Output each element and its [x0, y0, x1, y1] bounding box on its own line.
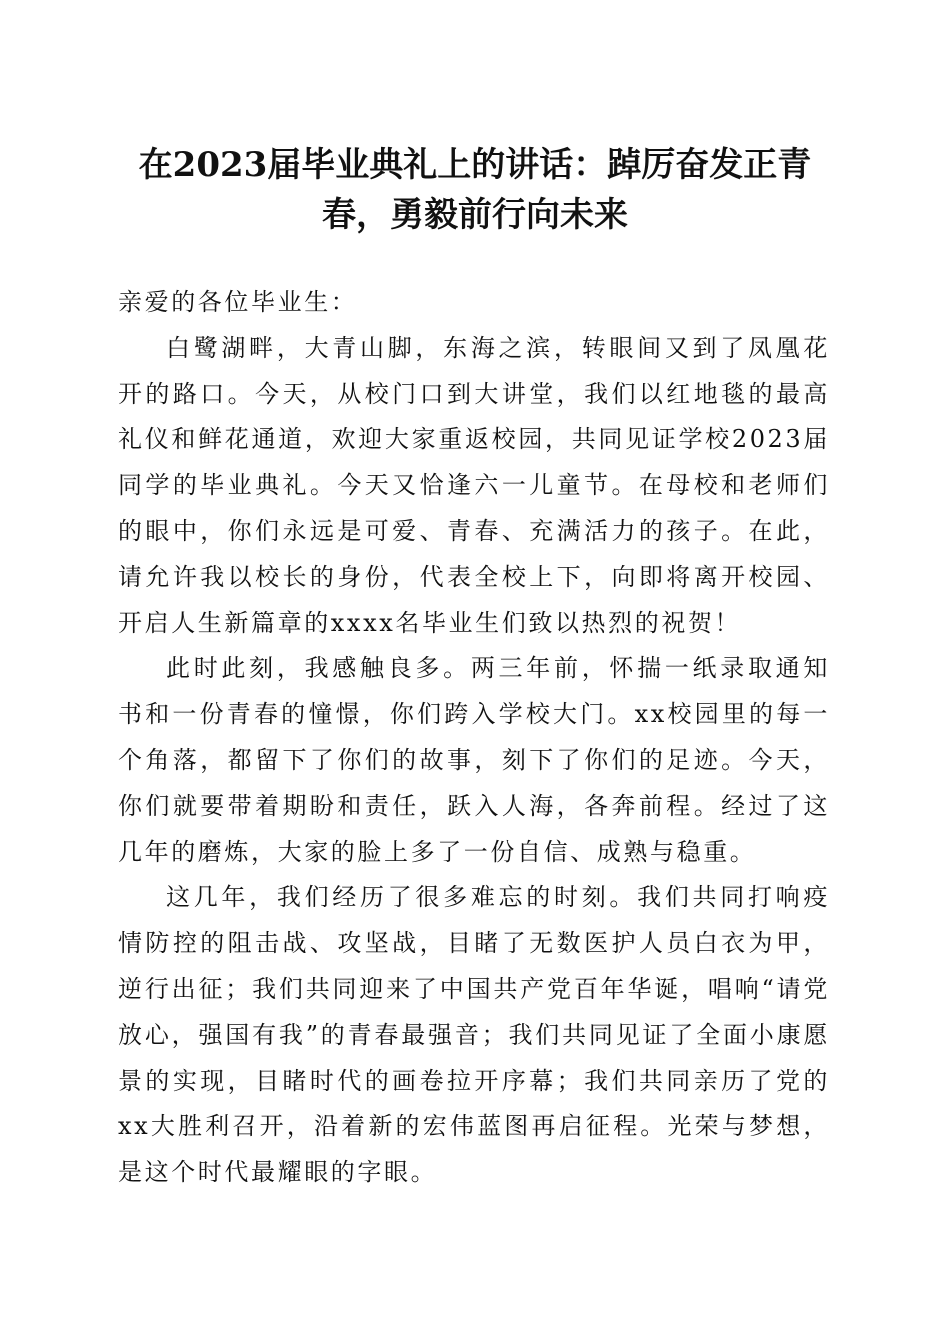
salutation: 亲爱的各位毕业生： [118, 288, 358, 316]
document-title: 在2023届毕业典礼上的讲话：踔厉奋发正青春，勇毅前行向未来 [138, 145, 812, 235]
paragraph-1: 白鹭湖畔，大青山脚，东海之滨，转眼间又到了凤凰花开的路口。今天，从校门口到大讲堂，我们以红地毯的最高礼仪和鲜花通道，欢迎大家重返校园，共同见证学校2023届同学的毕业典礼。今天又恰逢六一儿童节。在母校和老师们的眼中，你们永远是可爱、青春、充满活力的孩子。在此，请允许我以校长的身份，代表全校上下，向即将离开校园、开启人生新篇章的xxxx名毕业生们致以热烈的祝贺！ [118, 333, 830, 637]
document-body [118, 280, 830, 1196]
paragraph-3: 这几年，我们经历了很多难忘的时刻。我们共同打响疫情防控的阻击战、攻坚战，目睹了无数医护人员白衣为甲，逆行出征；我们共同迎来了中国共产党百年华诞，唱响“请党放心，强国有我”的青春最强音；我们共同见证了全面小康愿景的实现，目睹时代的画卷拉开序幕；我们共同亲历了党的xx大胜利召开，沿着新的宏伟蓝图再启征程。光荣与梦想，是这个时代最耀眼的字眼。 [118, 883, 830, 1187]
paragraph-2: 此时此刻，我感触良多。两三年前，怀揣一纸录取通知书和一份青春的憧憬，你们跨入学校大门。xx校园里的每一个角落，都留下了你们的故事，刻下了你们的足迹。今天，你们就要带着期盼和责任，跃入人海，各奔前程。经过了这几年的磨炼，大家的脸上多了一份自信、成熟与稳重。 [118, 654, 830, 866]
